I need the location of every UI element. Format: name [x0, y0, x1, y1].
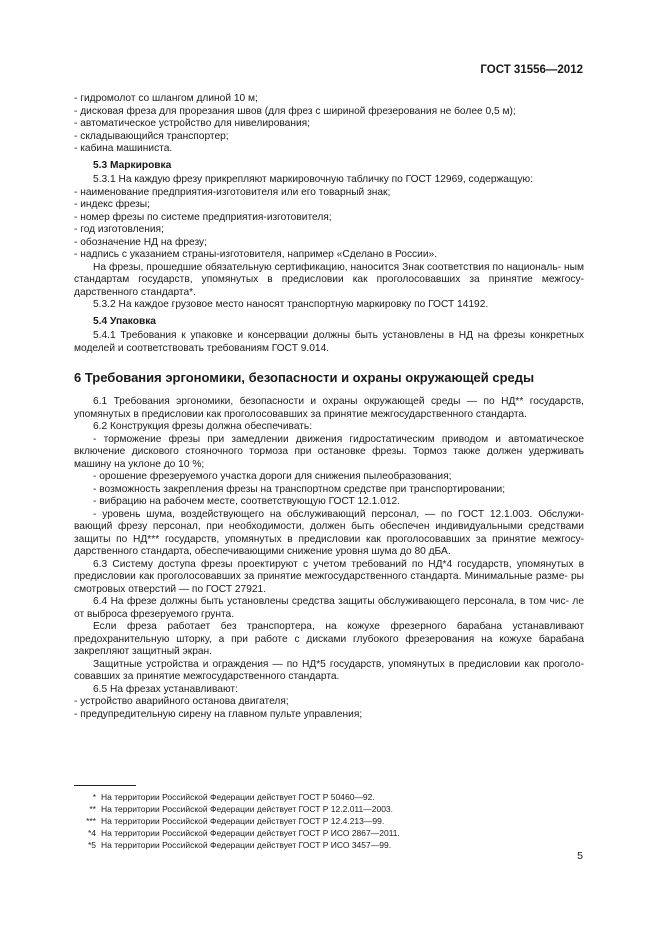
list-item: - торможение фрезы при замедлении движения гидростатическим приводом и автоматическое включение дискового стояночного тормоза при остановке фрезы. Тормоз также должен удерживать машину на уклоне до 10 %; — [74, 433, 584, 470]
list-item: - складывающийся транспортер; — [74, 130, 229, 142]
paragraph-6-4: 6.4 На фрезе должны быть установлены средства защиты обслуживающего персонала, в том чис- ле от выброса фрезеруемого грунта. — [74, 596, 584, 620]
list-item: - дисковая фреза для прорезания швов (для фрез с шириной фрезерования не более 0,5 м); — [74, 105, 516, 117]
list-item: - индекс фрезы; — [74, 199, 150, 210]
paragraph-6-4-shutter: Если фреза работает без транспортера, на кожухе фрезерного барабана устанавливают предохранительную шторку, а при работе с дисками глубокого фрезерования на кожухе барабана закрепляют защитный экран. — [74, 621, 584, 657]
section-6-heading: 6 Требования эргономики, безопасности и охраны окружающей среды — [74, 370, 535, 385]
paragraph-5-3-1: 5.3.1 На каждую фрезу прикрепляют маркировочную табличку по ГОСТ 12969, содержащую: — [93, 174, 534, 185]
list-item: - устройство аварийного останова двигателя; — [74, 696, 289, 707]
section-5-4-heading: 5.4 Упаковка — [93, 315, 156, 327]
paragraph-6-2: 6.2 Конструкция фрезы должна обеспечивать: — [93, 421, 313, 432]
paragraph-certification: На фрезы, прошедшие обязательную сертификацию, наносится Знак соответствия по националь- ным стандартам государств, упомянутых в предисловии как проголосовавших за принятие межгосу- дарственного стандарта*. — [74, 261, 584, 298]
footnote — [74, 803, 400, 815]
footnote-mark: *5 — [87, 840, 96, 850]
footnote — [74, 791, 400, 803]
footnote-mark: *4 — [87, 828, 96, 838]
paragraph-6-5: 6.5 На фрезах устанавливают: — [93, 683, 238, 695]
footnote — [74, 827, 400, 839]
list-item: - гидромолот со шлангом длиной 10 м; — [74, 93, 258, 104]
standard-code-header: ГОСТ 31556—2012 — [480, 64, 583, 76]
list-item: - кабина машиниста. — [74, 143, 173, 154]
section-5-3-heading: 5.3 Маркировка — [93, 159, 172, 171]
footnote — [74, 839, 400, 851]
footnote-mark: *** — [86, 816, 96, 826]
footnote-mark: ** — [89, 804, 96, 814]
footnote-text: На территории Российской Федерации действует ГОСТ Р 12.4.213—99. — [101, 816, 385, 826]
list-item: - надпись с указанием страны-изготовителя, например «Сделано в России». — [74, 249, 438, 260]
footnote-divider — [74, 785, 136, 786]
list-item: - наименование предприятия-изготовителя или его товарный знак; — [74, 186, 391, 198]
paragraph-6-3: 6.3 Систему доступа фрезы проектируют с учетом требований по НД*4 государств, упомянутых в предисловии как проголосовавших за принятие межгосударственного стандарта. Минимальные разме- ры смотровых отверстий — по ГОСТ 27921. — [74, 558, 584, 595]
list-item: - автоматическое устройство для нивелирования; — [74, 118, 310, 129]
list-item: - вибрацию на рабочем месте, соответствующую ГОСТ 12.1.012. — [93, 496, 400, 507]
footnote-text: На территории Российской Федерации действует ГОСТ Р 50460—92. — [101, 792, 375, 802]
list-item: - уровень шума, воздействующего на обслуживающий персонал, — по ГОСТ 12.1.003. Обслужи- вающий фрезу персонал, при необходимости, должен быть обеспечен индивидуальными средствами защиты по НД*** государств, упомянутых в предисловии как проголосовавших за принятие межгосу- дарственного стандарта, обеспечивающими снижение уровня шума до 80 дБА. — [74, 508, 584, 557]
paragraph-6-1: 6.1 Требования эргономики, безопасности и охраны окружающей среды — по НД** государств, упомянутых в предисловии как проголосовавших за принятие межгосударственного стандарта. — [74, 396, 584, 420]
list-item: - номер фрезы по системе предприятия-изготовителя; — [74, 211, 332, 223]
paragraph-6-4-guards: Защитные устройства и ограждения — по НД*5 государств, упомянутых в предисловии как проголо- совавших за принятие межгосударственного стандарта. — [74, 658, 584, 682]
list-item: - обозначение НД на фрезу; — [74, 236, 207, 248]
paragraph-5-4-1: 5.4.1 Требования к упаковке и консервации должны быть установлены в НД на фрезы конкретных моделей и соответствовать требованиям ГОСТ 9.014. — [74, 330, 584, 354]
list-item: - орошение фрезеруемого участка дороги для снижения пылеобразования; — [93, 471, 452, 482]
footnote-text: На территории Российской Федерации действует ГОСТ Р 12.2.011—2003. — [101, 804, 394, 814]
page-body — [74, 93, 584, 721]
page-number: 5 — [577, 850, 583, 862]
list-item: - возможность закрепления фрезы на транспортном средстве при транспортировании; — [93, 483, 506, 495]
list-item: - предупредительную сирену на главном пульте управления; — [74, 708, 363, 720]
footnote-text: На территории Российской Федерации действует ГОСТ Р ИСО 3457—99. — [101, 840, 392, 850]
paragraph-5-3-2: 5.3.2 На каждое грузовое место наносят транспортную маркировку по ГОСТ 14192. — [93, 299, 489, 310]
footnote-mark: * — [92, 792, 96, 802]
footnote-text: На территории Российской Федерации действует ГОСТ Р ИСО 2867—2011. — [101, 828, 400, 838]
footnote — [74, 815, 400, 827]
footnotes — [74, 791, 400, 851]
list-item: - год изготовления; — [74, 224, 164, 235]
